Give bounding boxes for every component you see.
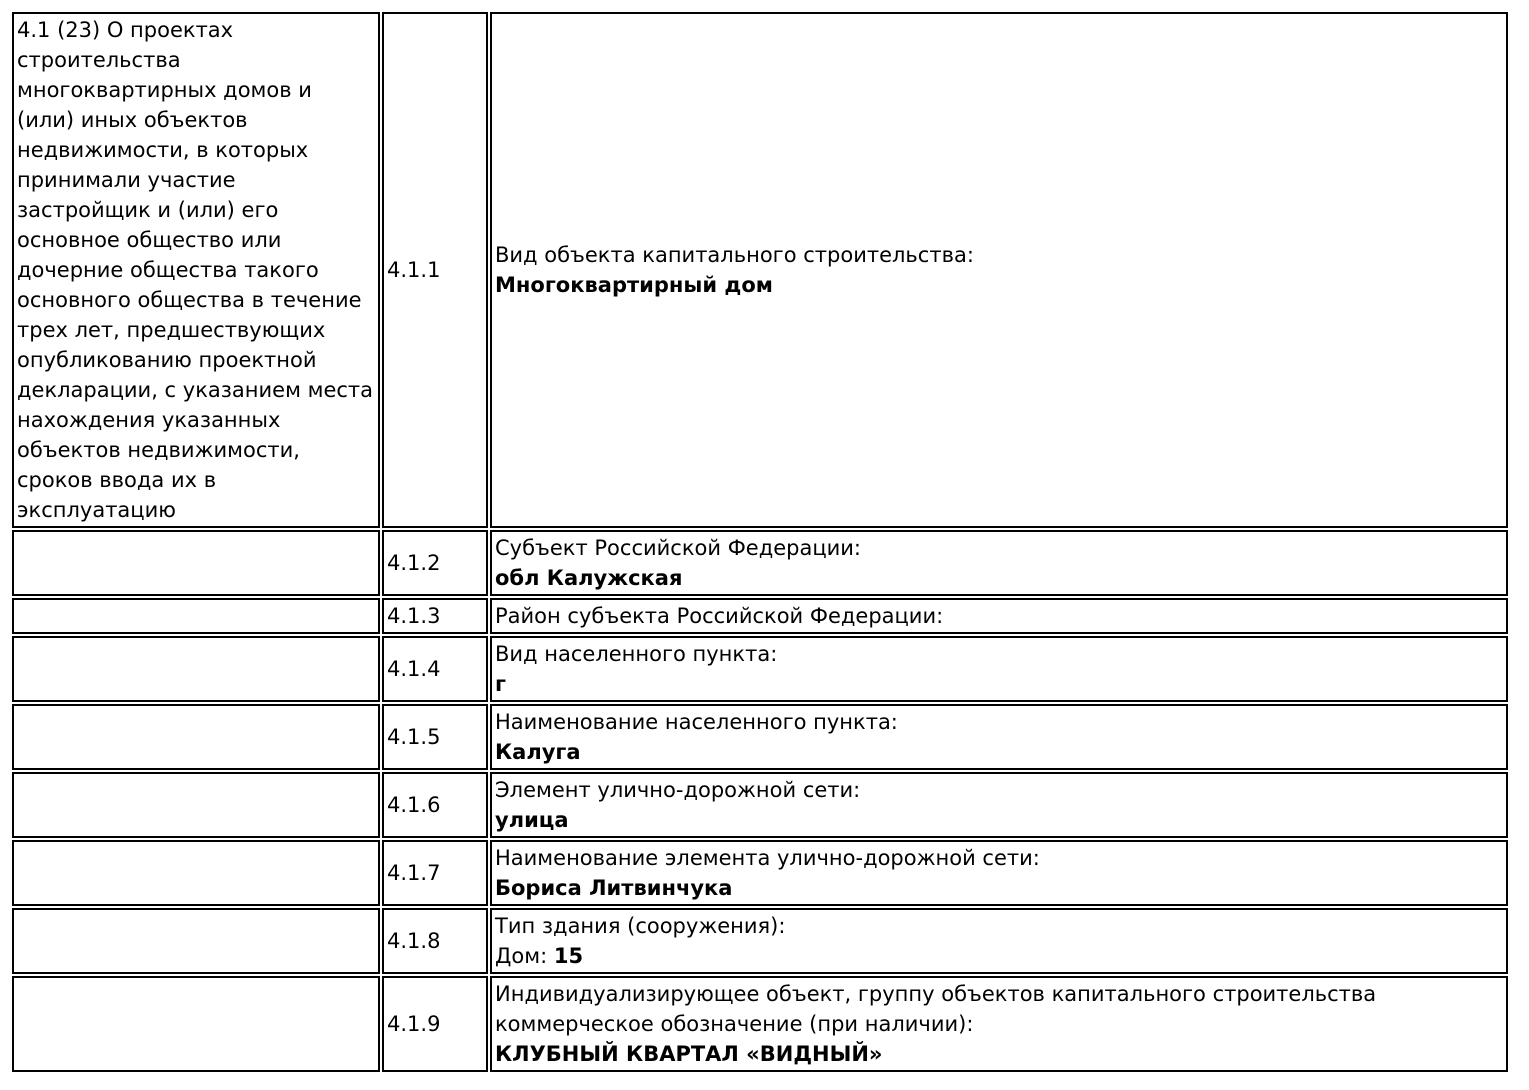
field-value-line — [495, 270, 1503, 300]
row-content-cell — [490, 976, 1508, 1072]
row-number-cell — [382, 530, 488, 596]
field-value: Многоквартирный дом — [495, 273, 773, 297]
field-value-line — [495, 737, 1503, 767]
field-label: Тип здания (сооружения): — [495, 914, 786, 938]
row-number: 4.1.8 — [387, 929, 441, 953]
section-description-cell — [12, 704, 380, 770]
table-row — [12, 12, 1508, 528]
row-number: 4.1.1 — [387, 258, 441, 282]
row-number-cell — [382, 598, 488, 634]
row-number: 4.1.9 — [387, 1012, 441, 1036]
table-row — [12, 840, 1508, 906]
row-content-cell — [490, 840, 1508, 906]
row-number: 4.1.2 — [387, 551, 441, 575]
field-value: улица — [495, 808, 569, 832]
field-value: Бориса Литвинчука — [495, 876, 733, 900]
row-number-cell — [382, 636, 488, 702]
field-value: г — [495, 672, 506, 696]
field-value-line — [495, 941, 1503, 971]
field-label: Наименование элемента улично-дорожной сети: — [495, 846, 1040, 870]
field-value-line — [495, 873, 1503, 903]
field-label: Элемент улично-дорожной сети: — [495, 778, 861, 802]
row-number-cell — [382, 772, 488, 838]
project-declaration-table — [10, 10, 1510, 1074]
field-label: Субъект Российской Федерации: — [495, 536, 861, 560]
field-label: Вид населенного пункта: — [495, 642, 778, 666]
field-value-line — [495, 805, 1503, 835]
row-number-cell — [382, 840, 488, 906]
field-value-line — [495, 1039, 1503, 1069]
section-description-cell — [12, 598, 380, 634]
section-description-cell — [12, 530, 380, 596]
section-description-cell — [12, 908, 380, 974]
row-number-cell — [382, 908, 488, 974]
field-value-prefix: Дом: — [495, 944, 554, 968]
row-content-cell — [490, 908, 1508, 974]
table-row — [12, 636, 1508, 702]
table-row — [12, 704, 1508, 770]
row-content-cell — [490, 530, 1508, 596]
row-content-cell — [490, 598, 1508, 634]
section-description-cell: 4.1 (23) О проектах строительства многоквартирных домов и (или) иных объектов недвижимости, в которых принимали участие застройщик и (или) его основное общество или дочерние общества такого основного общества в течение трех лет, предшествующих опубликованию проектной декларации, с указанием места нахождения указанных объектов недвижимости, сроков ввода их в эксплуатацию — [12, 12, 380, 528]
table-row — [12, 598, 1508, 634]
field-label: Вид объекта капитального строительства: — [495, 243, 974, 267]
field-value-line — [495, 563, 1503, 593]
field-label: Район субъекта Российской Федерации: — [495, 604, 944, 628]
row-number: 4.1.7 — [387, 861, 441, 885]
row-number: 4.1.6 — [387, 793, 441, 817]
row-number-cell — [382, 12, 488, 528]
table-row — [12, 530, 1508, 596]
table-row — [12, 908, 1508, 974]
field-label: Индивидуализирующее объект, группу объектов капитального строительства коммерческое обозначение (при наличии): — [495, 982, 1377, 1036]
table-row — [12, 976, 1508, 1072]
row-content-cell — [490, 772, 1508, 838]
field-label: Наименование населенного пункта: — [495, 710, 898, 734]
field-value: 15 — [553, 944, 584, 968]
row-number: 4.1.3 — [387, 604, 441, 628]
field-value-line — [495, 669, 1503, 699]
row-content-cell — [490, 12, 1508, 528]
field-value: обл Калужская — [495, 566, 683, 590]
row-number-cell — [382, 976, 488, 1072]
section-description-cell — [12, 976, 380, 1072]
field-value: Калуга — [495, 740, 581, 764]
field-value: КЛУБНЫЙ КВАРТАЛ «ВИДНЫЙ» — [495, 1042, 883, 1066]
row-number: 4.1.4 — [387, 657, 441, 681]
section-description-cell — [12, 636, 380, 702]
section-description-cell — [12, 772, 380, 838]
row-content-cell — [490, 636, 1508, 702]
row-number-cell — [382, 704, 488, 770]
section-description-cell — [12, 840, 380, 906]
table-row — [12, 772, 1508, 838]
row-number: 4.1.5 — [387, 725, 441, 749]
row-content-cell — [490, 704, 1508, 770]
